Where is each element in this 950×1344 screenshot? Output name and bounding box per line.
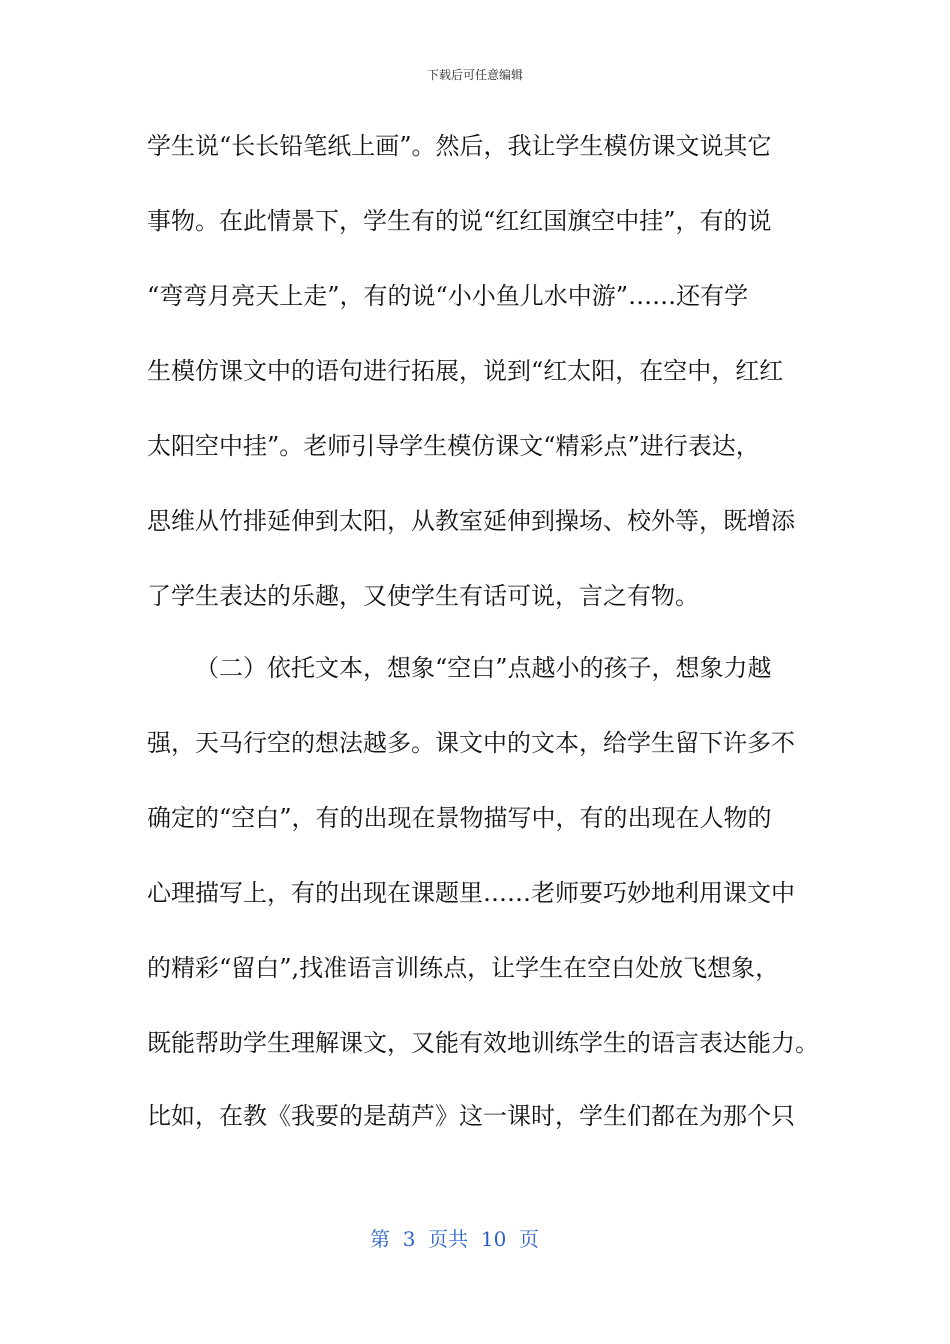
body-line-11: 心理描写上，有的出现在课题里……老师要巧妙地利用课文中 (147, 879, 795, 907)
body-line-2: 事物。在此情景下，学生有的说“红红国旗空中挂”，有的说 (147, 207, 772, 235)
body-line-4: 生模仿课文中的语句进行拓展，说到“红太阳，在空中，红红 (147, 357, 784, 385)
body-line-7: 了学生表达的乐趣，又使学生有话可说，言之有物。 (147, 582, 699, 610)
body-line-13: 既能帮助学生理解课文，又能有效地训练学生的语言表达能力。 (147, 1029, 819, 1057)
body-line-10: 确定的“空白”，有的出现在景物描写中，有的出现在人物的 (147, 804, 772, 832)
body-line-5: 太阳空中挂”。老师引导学生模仿课文“精彩点”进行表达， (147, 432, 760, 460)
page-header-note: 下载后可任意编辑 (426, 68, 523, 82)
body-line-9: 强，天马行空的想法越多。课文中的文本，给学生留下许多不 (147, 729, 795, 757)
body-line-3: “弯弯月亮天上走”，有的说“小小鱼儿水中游”……还有学 (147, 282, 749, 310)
page-number-footer: 第 3 页共 10 页 (370, 1227, 540, 1251)
body-line-12: 的精彩“留白”,找准语言训练点，让学生在空白处放飞想象， (147, 954, 780, 982)
body-line-8-paragraph-start: （二）依托文本，想象“空白”点越小的孩子，想象力越 (195, 654, 772, 682)
body-line-14: 比如，在教《我要的是葫芦》这一课时，学生们都在为那个只 (147, 1102, 795, 1130)
body-line-1: 学生说“长长铅笔纸上画”。然后，我让学生模仿课文说其它 (147, 132, 772, 160)
body-line-6: 思维从竹排延伸到太阳，从教室延伸到操场、校外等，既增添 (147, 507, 795, 535)
